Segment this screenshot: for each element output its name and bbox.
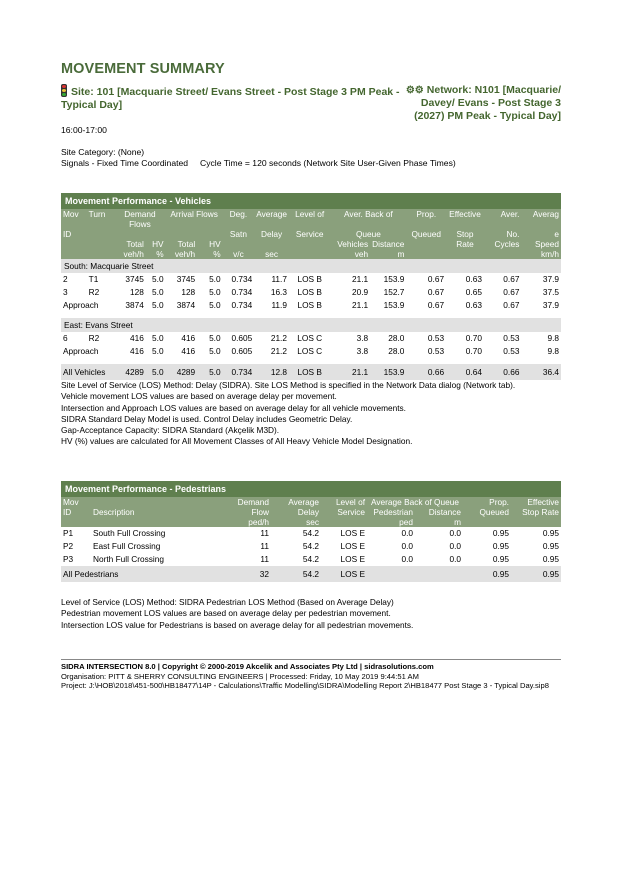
h-prop: Prop. xyxy=(489,497,509,507)
h-queue2: Queue xyxy=(355,229,381,239)
table-cell: 128 xyxy=(181,287,196,297)
h-blank xyxy=(254,239,289,249)
h-delay2: Delay xyxy=(260,229,283,239)
h-pedestrian: Pedestrian xyxy=(373,507,413,517)
table-cell: 54.2 xyxy=(302,541,319,551)
h-rate: Rate xyxy=(456,239,474,249)
table-cell: 0.63 xyxy=(465,300,482,310)
pedestrian-table-body xyxy=(61,527,561,582)
h-blank xyxy=(463,517,511,527)
note-line: Level of Service (LOS) Method: SIDRA Pedestrian LOS Method (Based on Average Delay) xyxy=(61,597,394,607)
approach-name: South: Macquarie Street xyxy=(64,261,154,271)
network-icon: ⚙⚙ xyxy=(405,85,424,96)
table-cell: 0.0 xyxy=(401,541,413,551)
table-cell: 37.5 xyxy=(542,287,559,297)
h-blank xyxy=(406,239,446,249)
table-cell: 11 xyxy=(260,528,269,538)
table-cell: 5.0 xyxy=(152,274,164,284)
table-cell: LOS E xyxy=(340,528,365,538)
table-cell: 0.67 xyxy=(503,287,520,297)
h-stop: Stop xyxy=(456,229,474,239)
table-cell: R2 xyxy=(88,287,100,297)
table-cell: 54.2 xyxy=(302,528,319,538)
h-vehicles: Vehicles xyxy=(337,239,369,249)
table-cell: R2 xyxy=(88,333,100,343)
table-cell: 5.0 xyxy=(152,287,164,297)
h-blank xyxy=(91,517,223,527)
site-label xyxy=(61,84,401,112)
table-cell: LOS B xyxy=(297,366,322,377)
table-cell: 5.0 xyxy=(152,300,164,310)
table-cell: LOS C xyxy=(297,333,323,343)
table-cell: 0.64 xyxy=(465,366,482,377)
table-cell: 36.4 xyxy=(542,366,559,377)
table-cell: 0.95 xyxy=(492,541,509,551)
h-blank xyxy=(87,249,115,259)
h-blank xyxy=(511,517,561,527)
table-cell: 12.8 xyxy=(270,366,287,377)
table-cell: 0.70 xyxy=(465,333,482,343)
header-row xyxy=(61,249,561,259)
table-cell: 0.605 xyxy=(231,346,253,356)
vehicle-table xyxy=(61,209,561,380)
table-cell: 416 xyxy=(181,333,196,343)
pedestrian-performance-table xyxy=(61,481,561,582)
table-cell: LOS B xyxy=(297,274,322,284)
note-line: Site Level of Service (LOS) Method: Delay (SIDRA). Site LOS Method is specified in the Network Data dialog (Network tab). xyxy=(61,380,516,390)
table-cell: 3 xyxy=(63,287,68,297)
table-cell: 0.734 xyxy=(231,287,253,297)
h-blank xyxy=(406,249,446,259)
note-line: HV (%) values are calculated for All Movement Classes of All Heavy Vehicle Model Designation. xyxy=(61,436,413,447)
table-cell: 153.9 xyxy=(383,366,405,377)
h-distance: Distance xyxy=(372,239,405,249)
h-delay: Delay xyxy=(297,507,319,517)
h-blank xyxy=(61,239,87,249)
table-cell: 11 xyxy=(260,554,269,564)
approach-group-row xyxy=(61,318,561,332)
table-cell: 0.0 xyxy=(449,541,461,551)
table-cell xyxy=(415,566,463,582)
header-row xyxy=(61,239,561,249)
table-cell: P1 xyxy=(63,528,74,538)
table-cell: LOS E xyxy=(340,541,365,551)
h-hv: HV xyxy=(152,239,164,249)
h-eff: Effective xyxy=(527,497,559,507)
table-cell: 5.0 xyxy=(209,346,221,356)
h-mov: Mov xyxy=(63,497,79,507)
approach-group-row xyxy=(61,259,561,273)
table-cell: Approach xyxy=(63,300,99,310)
table-row xyxy=(61,527,561,540)
table-cell: 0.0 xyxy=(401,554,413,564)
table-cell: 0.95 xyxy=(492,568,509,579)
table-cell: South Full Crossing xyxy=(93,528,166,538)
note-line: Pedestrian movement LOS values are based on average delay per pedestrian movement. xyxy=(61,608,391,619)
table-cell: 3874 xyxy=(125,300,144,310)
h-demand: Demand xyxy=(237,497,269,507)
table-cell: 5.0 xyxy=(152,346,164,356)
table-cell: 9.8 xyxy=(547,346,559,356)
header-row xyxy=(61,517,561,527)
note-line: SIDRA Standard Delay Model is used. Control Delay includes Geometric Delay. xyxy=(61,413,353,424)
h-service: Service xyxy=(337,507,365,517)
h-aver: Aver. xyxy=(500,209,520,219)
h-service: Service xyxy=(295,229,324,239)
h-turn: Turn xyxy=(88,209,106,219)
table-cell: 0.95 xyxy=(542,554,559,564)
h-e: e xyxy=(554,229,559,239)
table-cell: 0.66 xyxy=(427,366,445,377)
table-cell: 0.63 xyxy=(465,274,482,284)
table-cell: 0.0 xyxy=(449,554,461,564)
table-cell: 3.8 xyxy=(356,333,369,343)
table-cell: 152.7 xyxy=(383,287,405,297)
table-cell: 0.95 xyxy=(492,528,509,538)
table-cell: 0.0 xyxy=(401,528,413,538)
table-cell: 11.7 xyxy=(271,274,287,284)
h-flow: Flow xyxy=(251,507,269,517)
table-cell: 2 xyxy=(63,274,68,284)
h-hv: HV xyxy=(209,239,221,249)
table-cell: 5.0 xyxy=(209,366,221,377)
header-row xyxy=(61,209,561,229)
note-line: Vehicle movement LOS values are based on average delay per movement. xyxy=(61,391,337,402)
table-cell: 0.53 xyxy=(503,333,520,343)
h-unit: % xyxy=(213,249,221,259)
table-cell: Approach xyxy=(63,346,99,356)
total-row xyxy=(61,566,561,582)
h-arrival: Arrival Flows xyxy=(170,209,218,219)
table-row xyxy=(61,286,561,299)
h-id: ID xyxy=(63,507,72,517)
h-los: Level of xyxy=(295,209,325,219)
table-cell: 0.95 xyxy=(542,528,559,538)
h-blank xyxy=(61,517,91,527)
table-cell: All Pedestrians xyxy=(63,568,119,579)
table-cell: 54.2 xyxy=(302,554,319,564)
signals-info: Signals - Fixed Time Coordinated Cycle Time = 120 seconds (Network Site User-Given Phase Times) xyxy=(61,158,456,168)
table-cell: P3 xyxy=(63,554,74,564)
h-queued: Queued xyxy=(411,229,441,239)
table-cell: 37.9 xyxy=(542,300,559,310)
table-cell: 0.53 xyxy=(427,333,445,343)
table-cell: LOS C xyxy=(297,346,323,356)
vehicle-table-body xyxy=(61,259,561,380)
h-blank xyxy=(166,229,223,239)
h-blank xyxy=(87,229,115,239)
table-row xyxy=(61,299,561,312)
table-cell: 416 xyxy=(130,346,144,356)
table-cell: 21.1 xyxy=(351,300,369,310)
table-cell: 5.0 xyxy=(152,333,164,343)
pedestrian-table xyxy=(61,497,561,582)
h-unit: sec xyxy=(265,249,279,259)
table-cell: 0.67 xyxy=(427,287,445,297)
h-unit: veh/h xyxy=(174,249,196,259)
table-cell: 0.95 xyxy=(542,541,559,551)
h-queue: Aver. Back of xyxy=(344,209,393,219)
table-cell: 0.95 xyxy=(492,554,509,564)
table-cell: 0.66 xyxy=(503,366,520,377)
table-cell: 3.8 xyxy=(356,346,369,356)
table-cell: 20.9 xyxy=(351,287,369,297)
table-row xyxy=(61,345,561,358)
network-label xyxy=(391,84,561,123)
table-cell: 0.734 xyxy=(231,274,253,284)
table-cell: 5.0 xyxy=(209,333,221,343)
h-id: ID xyxy=(63,229,72,239)
h-unit: veh/h xyxy=(123,249,144,259)
table-cell: 11.9 xyxy=(271,300,287,310)
table-cell: 0.67 xyxy=(427,300,445,310)
table-cell: 5.0 xyxy=(209,287,221,297)
table-cell: 5.0 xyxy=(152,366,164,377)
table-caption: Movement Performance - Pedestrians xyxy=(61,481,561,497)
h-demand: Demand Flows xyxy=(124,209,156,229)
table-cell: 5.0 xyxy=(209,274,221,284)
h-queued: Queued xyxy=(479,507,509,517)
note-line: Gap-Acceptance Capacity: SIDRA Standard (Akçelik M3D). xyxy=(61,425,280,436)
h-prop: Prop. xyxy=(416,209,437,219)
footer-copyright: SIDRA INTERSECTION 8.0 | Copyright © 2000-2019 Akcelik and Associates Pty Ltd | sidrasolutions.com xyxy=(61,662,434,671)
table-cell: 9.8 xyxy=(547,333,559,343)
table-cell: 0.67 xyxy=(503,300,520,310)
table-cell: LOS B xyxy=(297,287,322,297)
h-cycles: Cycles xyxy=(494,239,520,249)
page-title: MOVEMENT SUMMARY xyxy=(61,61,225,77)
footer-project: Project: J:\HOB\2018\451-500\HB18477\14P - Calculations\Traffic Modelling\SIDRA\Modelling Report 2\HB18477 Post Stage 3 - Typical Day.sip8 xyxy=(61,681,549,690)
h-total: Total xyxy=(177,239,196,249)
h-unit: % xyxy=(156,249,164,259)
table-row xyxy=(61,553,561,566)
table-cell: North Full Crossing xyxy=(93,554,165,564)
table-cell: 6 xyxy=(63,333,68,343)
h-eff: Effective xyxy=(449,209,481,219)
h-blank xyxy=(446,249,484,259)
pedestrian-notes xyxy=(61,597,413,631)
h-delay: Average xyxy=(256,209,287,219)
table-caption: Movement Performance - Vehicles xyxy=(61,193,561,209)
site-label-text: Site: 101 [Macquarie Street/ Evans Street - Post Stage 3 PM Peak - Typical Day] xyxy=(61,86,400,111)
table-cell: 0.67 xyxy=(427,274,445,284)
h-average: Average xyxy=(288,497,319,507)
h-unit: ped xyxy=(399,517,413,527)
h-speed2: Speed xyxy=(535,239,559,249)
table-cell: East Full Crossing xyxy=(93,541,161,551)
report-footer xyxy=(61,659,561,691)
table-cell: 0.734 xyxy=(231,366,253,377)
table-cell: 0.65 xyxy=(465,287,482,297)
note-line: Intersection LOS value for Pedestrians is based on average delay for all pedestrian movements. xyxy=(61,619,414,630)
table-cell: 0.53 xyxy=(427,346,445,356)
table-row xyxy=(61,273,561,286)
h-distance: Distance xyxy=(428,507,461,517)
h-description: Description xyxy=(93,507,135,517)
h-no: No. xyxy=(506,229,520,239)
header-row xyxy=(61,497,561,507)
header-row xyxy=(61,229,561,239)
h-level: Level of xyxy=(335,497,365,507)
h-blank xyxy=(87,239,115,249)
table-cell: 4289 xyxy=(176,366,196,377)
site-info xyxy=(61,147,456,169)
table-cell: All Vehicles xyxy=(63,366,106,377)
h-queue: Average Back of Queue xyxy=(371,497,459,507)
vehicle-performance-table xyxy=(61,193,561,380)
total-row xyxy=(61,364,561,380)
table-cell: 4289 xyxy=(125,366,144,377)
approach-name: East: Evans Street xyxy=(64,320,133,330)
time-period: 16:00-17:00 xyxy=(61,125,107,135)
table-cell: 54.2 xyxy=(302,568,319,579)
h-unit: m xyxy=(397,249,405,259)
h-blank xyxy=(114,229,165,239)
table-cell: 21.1 xyxy=(351,274,369,284)
table-cell xyxy=(367,566,415,582)
table-cell: 5.0 xyxy=(209,300,221,310)
table-cell: 28.0 xyxy=(388,333,405,343)
header-row xyxy=(61,507,561,517)
table-cell: 21.1 xyxy=(351,366,369,377)
note-line: Intersection and Approach LOS values are based on average delay for all vehicle movements. xyxy=(61,402,406,413)
h-mov: Mov xyxy=(63,209,79,219)
traffic-light-icon xyxy=(61,84,67,97)
table-cell: 21.2 xyxy=(270,346,287,356)
h-unit: veh xyxy=(354,249,369,259)
h-unit: km/h xyxy=(541,249,559,259)
table-cell: 28.0 xyxy=(388,346,405,356)
table-cell: 32 xyxy=(259,568,269,579)
footer-organisation: Organisation: PITT & SHERRY CONSULTING ENGINEERS | Processed: Friday, 10 May 2019 9:44:51 AM xyxy=(61,671,419,681)
h-blank xyxy=(289,249,330,259)
table-cell: LOS B xyxy=(297,300,322,310)
h-deg: Deg. xyxy=(229,209,248,219)
h-unit: m xyxy=(454,517,461,527)
table-cell: 416 xyxy=(181,346,196,356)
table-cell: 0.0 xyxy=(449,528,461,538)
h-blank xyxy=(61,249,87,259)
h-total: Total xyxy=(126,239,144,249)
table-cell: LOS E xyxy=(340,568,365,579)
h-speed: Averag xyxy=(532,209,559,219)
table-cell: 21.2 xyxy=(270,333,287,343)
table-cell: 0.70 xyxy=(465,346,482,356)
table-cell: 0.605 xyxy=(231,333,253,343)
h-satn: Satn xyxy=(229,229,247,239)
network-label-text: Network: N101 [Macquarie/ Davey/ Evans - Post Stage 3 (2027) PM Peak - Typical Day] xyxy=(414,84,561,122)
table-cell: 0.95 xyxy=(542,568,559,579)
h-unit: sec xyxy=(306,517,319,527)
table-cell: 3874 xyxy=(176,300,196,310)
site-category: Site Category: (None) xyxy=(61,147,145,157)
table-cell: 153.9 xyxy=(383,274,405,284)
h-blank xyxy=(484,249,522,259)
table-cell: 128 xyxy=(130,287,144,297)
table-cell: 3745 xyxy=(125,274,144,284)
h-blank xyxy=(289,239,330,249)
table-cell: 0.53 xyxy=(503,346,520,356)
table-cell: T1 xyxy=(88,274,99,284)
table-cell: 16.3 xyxy=(270,287,287,297)
table-cell: 37.9 xyxy=(542,274,559,284)
table-cell: P2 xyxy=(63,541,74,551)
vehicle-notes xyxy=(61,380,515,448)
table-row xyxy=(61,332,561,345)
h-blank xyxy=(91,497,223,507)
h-blank xyxy=(223,239,255,249)
table-cell: 11 xyxy=(260,541,269,551)
h-stoprate: Stop Rate xyxy=(522,507,559,517)
table-cell: LOS E xyxy=(340,554,365,564)
table-row xyxy=(61,540,561,553)
h-unit: v/c xyxy=(233,249,244,259)
h-unit: ped/h xyxy=(248,517,269,527)
table-cell: 0.734 xyxy=(231,300,253,310)
table-cell: 416 xyxy=(130,333,144,343)
h-blank xyxy=(321,517,367,527)
table-cell: 3745 xyxy=(176,274,196,284)
table-cell: 153.9 xyxy=(383,300,405,310)
table-cell: 0.67 xyxy=(503,274,520,284)
